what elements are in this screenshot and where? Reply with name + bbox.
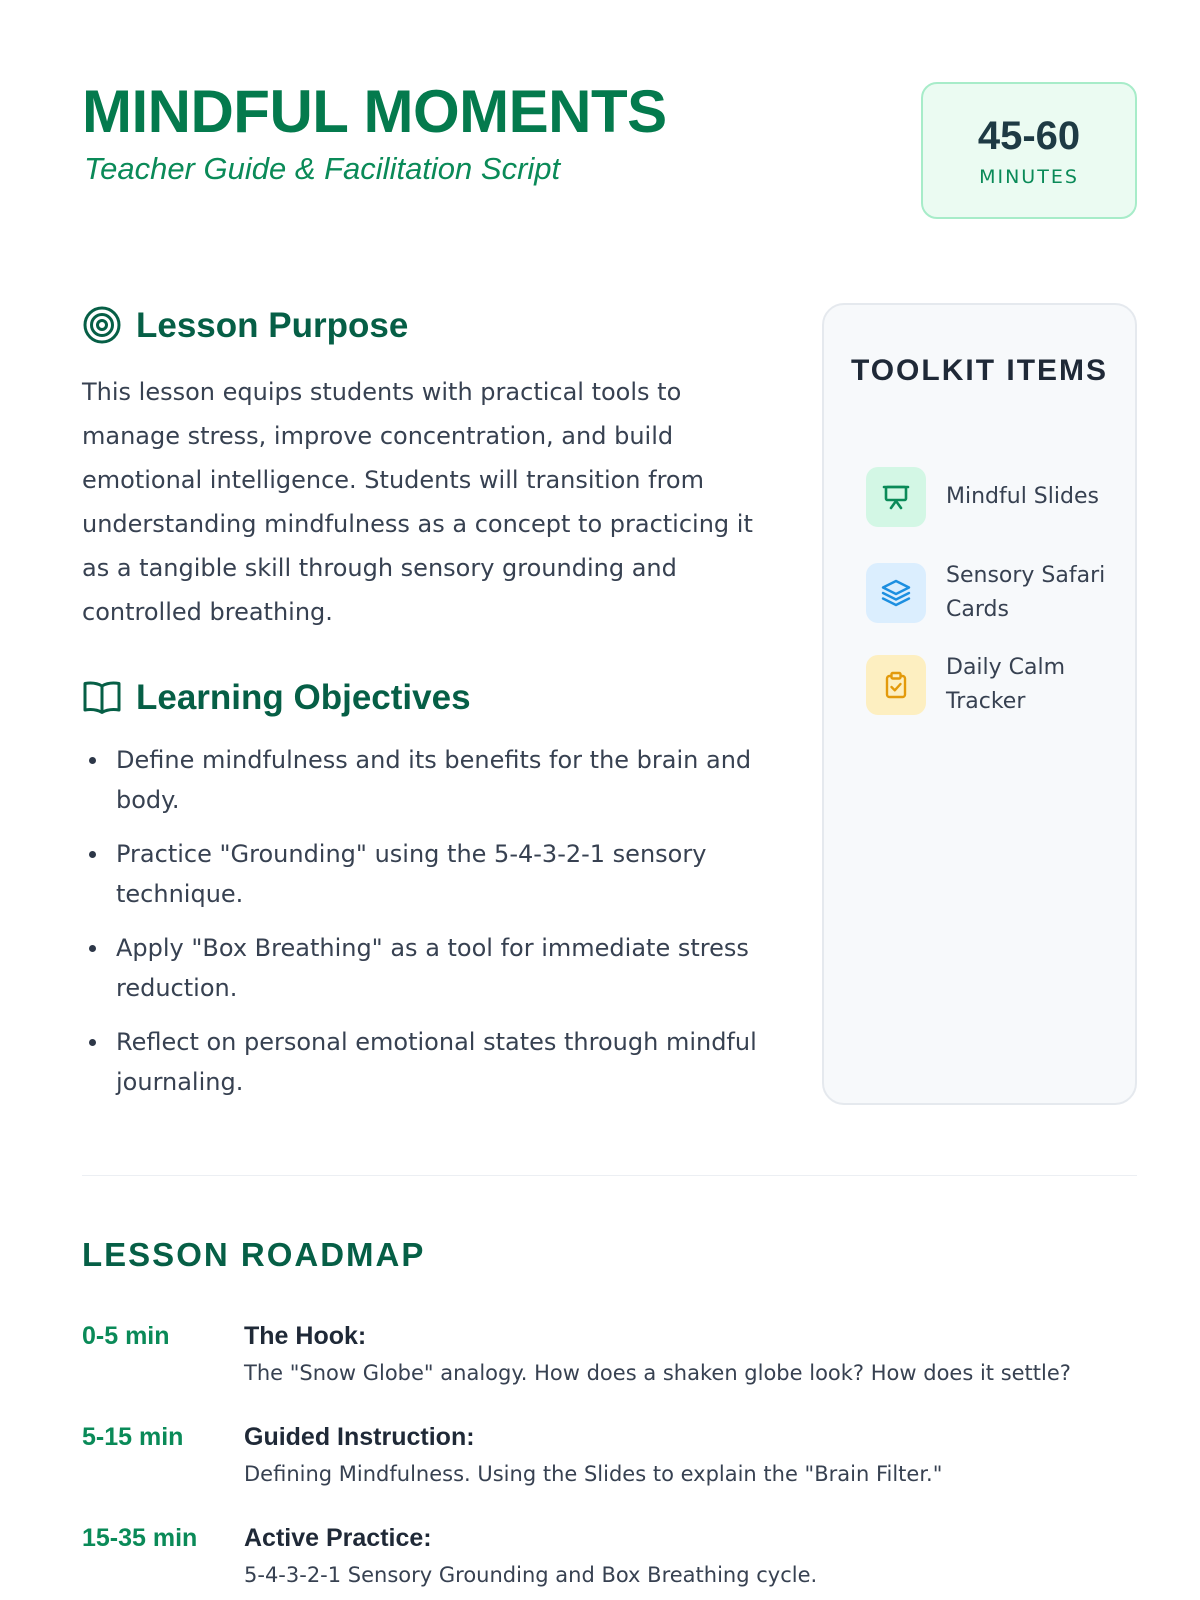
objectives-title: Learning Objectives — [136, 677, 471, 717]
toolkit-item-label: Sensory Safari Cards — [946, 563, 1106, 622]
roadmap-description: 5-4-3-2-1 Sensory Grounding and Box Breathing cycle. — [244, 1563, 818, 1587]
page-title: MINDFUL MOMENTS — [82, 78, 667, 145]
page-subtitle: Teacher Guide & Facilitation Script — [84, 151, 561, 186]
roadmap-heading: Guided Instruction: — [244, 1423, 475, 1451]
roadmap-heading: Active Practice: — [244, 1524, 432, 1552]
list-item: Apply "Box Breathing" as a tool for immediate stress reduction. — [82, 928, 782, 1008]
objectives-heading — [82, 677, 471, 717]
presentation-icon — [866, 467, 926, 527]
layers-icon — [866, 563, 926, 623]
list-item: Practice "Grounding" using the 5-4-3-2-1 sensory technique. — [82, 834, 782, 914]
duration-badge — [921, 82, 1137, 219]
roadmap-time: 5-15 min — [82, 1423, 184, 1451]
roadmap-description: The "Snow Globe" analogy. How does a shaken globe look? How does it settle? — [244, 1361, 1071, 1385]
purpose-title: Lesson Purpose — [136, 305, 409, 345]
toolkit-title — [824, 347, 1135, 395]
target-icon — [82, 305, 122, 345]
clipboard-check-icon — [866, 655, 926, 715]
duration-value: 45-60 — [977, 114, 1081, 158]
toolkit-item-slides — [866, 467, 1106, 527]
roadmap-description: Defining Mindfulness. Using the Slides to explain the "Brain Filter." — [244, 1462, 943, 1486]
purpose-heading — [82, 305, 408, 345]
section-divider — [82, 1175, 1137, 1176]
toolkit-card — [822, 303, 1137, 1105]
toolkit-item-tracker — [866, 651, 1106, 719]
toolkit-title-text: TOOLKIT ITEMS — [850, 354, 1109, 387]
toolkit-item-label: Mindful Slides — [946, 484, 1099, 509]
list-item: Define mindfulness and its benefits for the brain and body. — [82, 740, 782, 820]
duration-unit: MINUTES — [979, 166, 1079, 188]
list-item: Reflect on personal emotional states through mindful journaling. — [82, 1022, 782, 1102]
book-open-icon — [82, 677, 122, 717]
toolkit-item-cards — [866, 559, 1106, 627]
objectives-list — [82, 740, 782, 1116]
toolkit-item-label: Daily Calm Tracker — [946, 655, 1066, 714]
roadmap-heading: The Hook: — [244, 1322, 367, 1350]
purpose-paragraph: This lesson equips students with practical tools to manage stress, improve concentration, and build emotional intelligence. Students will transition from understanding mindfulness as a concept to practicing it as a tangible skill through sensory grounding and controlled breathing. — [82, 378, 753, 626]
roadmap-time: 0-5 min — [82, 1322, 170, 1350]
roadmap-time: 15-35 min — [82, 1524, 198, 1552]
roadmap-title: LESSON ROADMAP — [82, 1236, 426, 1273]
